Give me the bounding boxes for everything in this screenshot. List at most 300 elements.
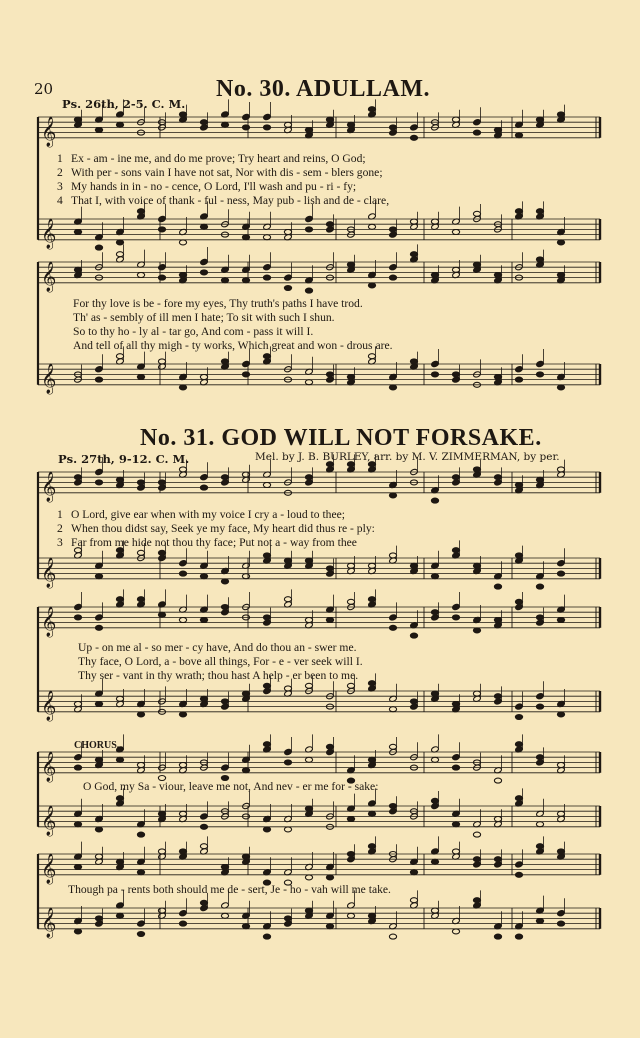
note-head bbox=[557, 273, 564, 278]
note-head bbox=[116, 859, 123, 864]
note-head bbox=[368, 681, 375, 686]
note-head bbox=[116, 477, 123, 482]
lyric-line: And tell of all thy migh - ty works, Which great and won - drous are. bbox=[73, 339, 393, 352]
hymn-title: No. 31. GOD WILL NOT FORSAKE. bbox=[140, 425, 542, 451]
note-head bbox=[158, 264, 166, 271]
note-head bbox=[284, 748, 292, 755]
verse-number: 3 bbox=[57, 180, 63, 193]
note-head bbox=[116, 796, 123, 801]
note-head bbox=[494, 475, 501, 480]
note-head bbox=[326, 744, 333, 749]
note-head bbox=[515, 366, 523, 373]
note-head bbox=[221, 699, 228, 704]
note-head bbox=[158, 908, 165, 913]
note-head bbox=[473, 211, 480, 216]
clef-icon: 𝄞 bbox=[41, 116, 57, 147]
psalm-meter: Ps. 26th, 2-5. C. M. bbox=[62, 97, 186, 111]
note-head bbox=[326, 372, 333, 377]
note-head bbox=[494, 857, 501, 862]
lyric-line bbox=[57, 166, 383, 179]
note-head bbox=[200, 813, 208, 820]
note-head bbox=[179, 571, 186, 576]
note-head bbox=[95, 468, 103, 475]
note-head bbox=[347, 375, 354, 380]
note-head bbox=[263, 683, 270, 688]
note-head bbox=[515, 553, 522, 558]
note-head bbox=[242, 125, 249, 130]
lyric-line bbox=[57, 152, 366, 165]
note-head bbox=[473, 832, 480, 837]
note-head bbox=[557, 849, 564, 854]
note-head bbox=[515, 796, 522, 801]
lyric-line bbox=[57, 508, 345, 521]
note-head bbox=[179, 763, 186, 768]
note-head bbox=[473, 628, 480, 633]
note-head bbox=[326, 222, 333, 227]
note-head bbox=[494, 694, 501, 699]
lyric-line: For thy love is be - fore my eyes, Thy truth's paths I have trod. bbox=[73, 297, 363, 310]
note-head bbox=[242, 691, 249, 696]
note-head bbox=[557, 811, 564, 816]
clef-icon: 𝄞 bbox=[41, 606, 57, 637]
note-head bbox=[389, 707, 396, 712]
clef-icon: 𝄞 bbox=[41, 218, 57, 249]
note-head bbox=[347, 683, 354, 688]
note-head bbox=[557, 112, 564, 117]
note-head bbox=[158, 849, 165, 854]
note-head bbox=[200, 824, 207, 829]
note-head bbox=[74, 230, 81, 235]
verse-number: 2 bbox=[57, 522, 63, 535]
note-head bbox=[347, 122, 354, 127]
note-head bbox=[221, 913, 228, 918]
note-head bbox=[158, 811, 165, 816]
note-head bbox=[536, 584, 543, 589]
note-head bbox=[158, 480, 165, 485]
note-head bbox=[326, 566, 333, 571]
note-head bbox=[410, 563, 417, 568]
note-head bbox=[431, 574, 438, 579]
note-head bbox=[158, 550, 165, 555]
note-head bbox=[137, 870, 144, 875]
chorus-line: Though pa - rents both should me de - sert, Je - ho - vah will me take. bbox=[68, 883, 391, 896]
note-head bbox=[494, 778, 501, 783]
note-head bbox=[410, 870, 417, 875]
note-head bbox=[305, 558, 312, 563]
clef-icon: 𝄞 bbox=[41, 471, 57, 502]
note-head bbox=[368, 811, 375, 816]
note-head bbox=[74, 702, 81, 707]
note-head bbox=[368, 597, 375, 602]
note-head bbox=[410, 252, 417, 257]
note-head bbox=[263, 483, 270, 488]
note-head bbox=[557, 910, 565, 917]
note-head bbox=[452, 267, 459, 272]
note-head bbox=[179, 467, 186, 472]
note-head bbox=[200, 900, 207, 905]
note-head bbox=[389, 614, 397, 621]
note-head bbox=[368, 354, 375, 359]
note-head bbox=[389, 625, 396, 630]
note-head bbox=[179, 560, 187, 567]
note-head bbox=[326, 618, 333, 623]
note-head bbox=[347, 262, 354, 267]
note-head bbox=[494, 817, 501, 822]
note-head bbox=[179, 618, 186, 623]
note-head bbox=[305, 215, 313, 222]
note-head bbox=[515, 872, 522, 877]
note-head bbox=[410, 124, 418, 131]
note-head bbox=[536, 360, 544, 367]
note-head bbox=[536, 615, 543, 620]
note-head bbox=[263, 235, 270, 240]
lyric-line: Thy ser - vant in thy wrath; thou hast A help - er been to me. bbox=[78, 669, 359, 682]
note-head bbox=[515, 483, 522, 488]
note-head bbox=[137, 480, 144, 485]
note-head bbox=[137, 920, 145, 927]
note-head bbox=[326, 875, 333, 880]
note-head bbox=[242, 472, 249, 477]
note-head bbox=[137, 763, 144, 768]
note-head bbox=[116, 122, 123, 127]
note-head bbox=[74, 615, 81, 620]
note-head bbox=[452, 702, 459, 707]
note-head bbox=[116, 354, 123, 359]
note-head bbox=[305, 128, 312, 133]
clef-icon: 𝄞 bbox=[41, 805, 57, 836]
note-head bbox=[200, 258, 208, 265]
note-head bbox=[368, 107, 375, 112]
note-head bbox=[557, 921, 564, 926]
verse-text: O Lord, give ear when with my voice I cry a - loud to thee; bbox=[71, 508, 345, 521]
note-head bbox=[263, 125, 270, 130]
note-head bbox=[116, 696, 123, 701]
verse-number: 1 bbox=[57, 508, 63, 521]
note-head bbox=[431, 360, 439, 367]
note-head bbox=[389, 227, 396, 232]
note-head bbox=[368, 757, 375, 762]
note-head bbox=[368, 283, 375, 288]
note-head bbox=[179, 273, 186, 278]
note-head bbox=[95, 757, 102, 762]
chorus-line: O God, my Sa - viour, leave me not, And nev - er me for - sake: bbox=[83, 780, 379, 793]
note-head bbox=[179, 712, 186, 717]
note-head bbox=[389, 493, 396, 498]
note-head bbox=[221, 764, 229, 771]
note-head bbox=[242, 768, 249, 773]
note-head bbox=[74, 865, 81, 870]
note-head bbox=[158, 215, 166, 222]
note-head bbox=[116, 913, 123, 918]
note-head bbox=[158, 359, 165, 364]
note-head bbox=[74, 475, 81, 480]
note-head bbox=[200, 120, 207, 125]
note-head bbox=[284, 760, 291, 765]
note-head bbox=[536, 844, 543, 849]
note-head bbox=[389, 553, 396, 558]
note-head bbox=[95, 480, 102, 485]
note-head bbox=[74, 754, 82, 761]
note-head bbox=[263, 827, 270, 832]
note-head bbox=[557, 240, 564, 245]
clef-icon: 𝄞 bbox=[41, 557, 57, 588]
note-head bbox=[305, 875, 312, 880]
lyric-line bbox=[57, 180, 356, 193]
clef-icon: 𝄞 bbox=[41, 853, 57, 884]
note-head bbox=[452, 929, 459, 934]
note-head bbox=[368, 224, 375, 229]
note-head bbox=[116, 597, 123, 602]
note-head bbox=[431, 498, 438, 503]
note-head bbox=[263, 742, 270, 747]
note-head bbox=[452, 603, 460, 610]
note-head bbox=[347, 817, 354, 822]
note-head bbox=[515, 861, 523, 868]
verse-text: My hands in in - no - cence, O Lord, I'll wash and pu - ri - fy; bbox=[71, 180, 357, 193]
note-head bbox=[242, 113, 250, 120]
note-head bbox=[263, 275, 270, 280]
note-head bbox=[431, 757, 438, 762]
note-head bbox=[137, 597, 144, 602]
note-head bbox=[410, 219, 417, 224]
clef-icon: 𝄞 bbox=[41, 261, 57, 292]
note-head bbox=[263, 354, 270, 359]
note-head bbox=[536, 117, 543, 122]
note-head bbox=[200, 574, 207, 579]
note-head bbox=[431, 219, 438, 224]
verse-number: 4 bbox=[57, 194, 63, 207]
note-head bbox=[515, 703, 523, 710]
note-head bbox=[557, 712, 564, 717]
note-head bbox=[452, 849, 459, 854]
note-head bbox=[200, 618, 207, 623]
note-head bbox=[305, 908, 312, 913]
note-head bbox=[452, 754, 460, 761]
note-head bbox=[305, 618, 312, 623]
note-head bbox=[95, 245, 102, 250]
note-head bbox=[137, 932, 144, 937]
note-head bbox=[536, 755, 543, 760]
note-head bbox=[347, 563, 354, 568]
note-head bbox=[95, 614, 103, 621]
note-head bbox=[263, 934, 270, 939]
note-head bbox=[557, 467, 564, 472]
note-head bbox=[284, 122, 291, 127]
note-head bbox=[179, 849, 186, 854]
lyric-line: Thy face, O Lord, a - bove all things, For - e - ver seek will I. bbox=[78, 655, 363, 668]
note-head bbox=[305, 757, 312, 762]
note-head bbox=[242, 574, 249, 579]
note-head bbox=[305, 288, 312, 293]
note-head bbox=[221, 359, 228, 364]
note-head bbox=[158, 275, 165, 280]
note-head bbox=[536, 209, 543, 214]
note-head bbox=[452, 475, 459, 480]
note-head bbox=[368, 913, 375, 918]
note-head bbox=[242, 235, 249, 240]
chorus-label: CHORUS. bbox=[74, 740, 120, 751]
note-head bbox=[431, 273, 438, 278]
note-head bbox=[431, 691, 438, 696]
note-head bbox=[284, 827, 291, 832]
note-head bbox=[74, 267, 81, 272]
note-head bbox=[494, 934, 501, 939]
note-head bbox=[452, 615, 459, 620]
note-head bbox=[200, 375, 207, 380]
note-head bbox=[515, 133, 522, 138]
note-head bbox=[326, 924, 333, 929]
note-head bbox=[431, 859, 438, 864]
note-head bbox=[200, 270, 207, 275]
note-head bbox=[536, 372, 543, 377]
note-head bbox=[389, 385, 396, 390]
note-head bbox=[305, 683, 312, 688]
note-head bbox=[473, 130, 480, 135]
lyric-line bbox=[57, 194, 389, 207]
note-head bbox=[221, 122, 228, 127]
note-head bbox=[95, 574, 102, 579]
note-head bbox=[494, 128, 501, 133]
note-head bbox=[347, 599, 354, 604]
page-number: 20 bbox=[34, 80, 54, 98]
note-head bbox=[179, 112, 186, 117]
note-head bbox=[557, 763, 564, 768]
note-head bbox=[536, 704, 543, 709]
note-head bbox=[494, 618, 501, 623]
note-head bbox=[452, 117, 459, 122]
note-head bbox=[410, 135, 417, 140]
note-head bbox=[242, 360, 250, 367]
note-head bbox=[95, 625, 102, 630]
note-head bbox=[389, 125, 396, 130]
note-head bbox=[179, 385, 186, 390]
note-head bbox=[515, 934, 522, 939]
hymn-title: No. 30. ADULLAM. bbox=[216, 76, 431, 102]
note-head bbox=[200, 485, 207, 490]
note-head bbox=[389, 804, 396, 809]
psalm-meter: Ps. 27th, 9-12. C. M. bbox=[58, 452, 190, 466]
note-head bbox=[389, 744, 396, 749]
note-head bbox=[221, 475, 228, 480]
note-head bbox=[557, 618, 564, 623]
note-head bbox=[179, 240, 186, 245]
note-head bbox=[410, 699, 417, 704]
note-head bbox=[95, 377, 102, 382]
note-head bbox=[494, 273, 501, 278]
note-head bbox=[410, 359, 417, 364]
note-head bbox=[116, 240, 123, 245]
note-head bbox=[200, 696, 207, 701]
note-head bbox=[221, 605, 228, 610]
note-head bbox=[473, 119, 481, 126]
lyric-line: Up - on me al - so mer - cy have, And do thou an - swer me. bbox=[78, 641, 357, 654]
note-head bbox=[200, 844, 207, 849]
note-head bbox=[473, 691, 480, 696]
note-head bbox=[368, 563, 375, 568]
verse-text: When thou didst say, Seek ye my face, My heart did thus re - ply: bbox=[71, 522, 375, 535]
note-head bbox=[179, 910, 187, 917]
note-head bbox=[389, 264, 397, 271]
note-head bbox=[137, 273, 144, 278]
note-head bbox=[473, 898, 480, 903]
note-head bbox=[347, 852, 354, 857]
note-head bbox=[515, 742, 522, 747]
note-head bbox=[536, 919, 543, 924]
note-head bbox=[200, 474, 208, 481]
note-head bbox=[137, 209, 144, 214]
note-head bbox=[536, 822, 543, 827]
note-head bbox=[263, 615, 270, 620]
note-head bbox=[158, 227, 165, 232]
note-head bbox=[284, 686, 291, 691]
note-head bbox=[431, 610, 438, 615]
verse-number: 2 bbox=[57, 166, 63, 179]
note-head bbox=[536, 477, 543, 482]
note-head bbox=[473, 467, 480, 472]
note-head bbox=[137, 375, 144, 380]
verse-text: Ex - am - ine me, and do me prove; Try heart and reins, O God; bbox=[71, 152, 366, 165]
note-head bbox=[137, 712, 144, 717]
note-head bbox=[557, 385, 564, 390]
note-head bbox=[95, 366, 103, 373]
note-head bbox=[452, 230, 459, 235]
verse-text: That I, with voice of thank - ful - ness, May pub - lish and de - clare, bbox=[71, 194, 390, 207]
verse-text: With per - sons vain I have not sat, Nor with dis - sem - blers gone; bbox=[71, 166, 383, 179]
note-head bbox=[389, 934, 396, 939]
note-head bbox=[473, 563, 480, 568]
note-head bbox=[515, 209, 522, 214]
note-head bbox=[389, 275, 396, 280]
note-head bbox=[242, 854, 249, 859]
note-head bbox=[431, 908, 438, 913]
note-head bbox=[473, 857, 480, 862]
note-head bbox=[305, 380, 312, 385]
credit-line: Mel. by J. B. BURLEY, arr. by M. V. ZIMMERMAN, by per. bbox=[255, 451, 560, 463]
note-head bbox=[326, 117, 333, 122]
note-head bbox=[494, 584, 501, 589]
note-head bbox=[305, 475, 312, 480]
note-head bbox=[515, 599, 522, 604]
note-head bbox=[515, 377, 522, 382]
clef-icon: 𝄞 bbox=[41, 363, 57, 394]
note-head bbox=[284, 230, 291, 235]
lyric-line bbox=[57, 522, 375, 535]
note-head bbox=[284, 286, 291, 291]
note-head bbox=[410, 633, 417, 638]
note-head bbox=[179, 921, 186, 926]
verse-number: 3 bbox=[57, 536, 63, 549]
note-head bbox=[452, 548, 459, 553]
note-head bbox=[452, 822, 459, 827]
note-head bbox=[263, 113, 271, 120]
lyric-line: So to thy ho - ly al - tar go, And com - pass it will I. bbox=[73, 325, 314, 338]
note-head bbox=[263, 264, 271, 271]
note-head bbox=[515, 715, 522, 720]
note-head bbox=[221, 579, 228, 584]
note-head bbox=[473, 262, 480, 267]
note-head bbox=[137, 550, 144, 555]
note-head bbox=[452, 765, 459, 770]
note-head bbox=[242, 372, 249, 377]
note-head bbox=[74, 765, 81, 770]
note-head bbox=[431, 372, 438, 377]
note-head bbox=[410, 898, 417, 903]
verse-number: 1 bbox=[57, 152, 63, 165]
note-head bbox=[347, 913, 354, 918]
clef-icon: 𝄞 bbox=[41, 907, 57, 938]
note-head bbox=[74, 603, 82, 610]
note-head bbox=[74, 117, 81, 122]
